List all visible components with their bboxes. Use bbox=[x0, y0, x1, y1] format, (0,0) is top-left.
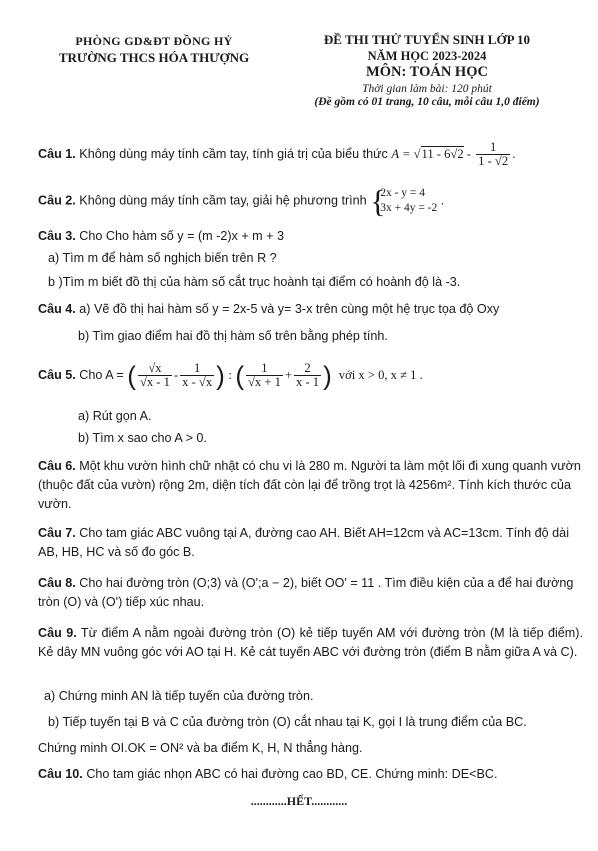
fraction-1 bbox=[138, 362, 172, 389]
equation-system: { 2x - y = 4 3x + 4y = -2 bbox=[370, 183, 438, 219]
frac-num: 1 bbox=[180, 362, 214, 376]
question-label: Câu 2. bbox=[38, 193, 76, 208]
frac-num: 1 bbox=[476, 141, 510, 155]
fraction-4 bbox=[294, 362, 321, 389]
school-name: TRƯỜNG THCS HÓA THƯỢNG bbox=[58, 50, 250, 65]
question-text: Một khu vườn hình chữ nhật có chu vi là 280 m. Người ta làm một lối đi xung quanh vườn (thuộc đất của vườn) rộng 2m, diện tích đất còn lại để trồng trọt là 4256m². Tính kích thước của vườn. bbox=[38, 459, 581, 511]
question-2 bbox=[38, 183, 580, 219]
frac-den: 1 - √2 bbox=[478, 154, 509, 168]
equation-2: 3x + 4y = -2 bbox=[380, 202, 438, 214]
question-label: Câu 3. bbox=[38, 229, 76, 243]
question-text: Không dùng máy tính cầm tay, giải hệ phương trình bbox=[79, 193, 367, 208]
question-text: Cho tam giác ABC vuông tại A, đường cao AH. Biết AH=12cm và AC=13cm. Tính độ dài AB, HB, HC và số đo góc B. bbox=[38, 526, 569, 559]
frac-den: √x - 1 bbox=[139, 375, 170, 390]
end-dot: . bbox=[440, 193, 445, 208]
question-9-a: a) Chứng minh AN là tiếp tuyến của đường tròn. bbox=[44, 689, 314, 703]
expr-fraction bbox=[476, 141, 510, 168]
question-text: Cho Cho hàm số y = (m -2)x + m + 3 bbox=[79, 229, 285, 243]
question-text: Cho hai đường tròn (O;3) và (O';a − 2), biết OO' = 11 . Tìm điều kiện của a để hai đường tròn (O) và (O') tiếp xúc nhau. bbox=[38, 576, 574, 609]
question-3-a: a) Tìm m để hàm số nghịch biến trên R ? bbox=[48, 251, 277, 265]
question-text: Không dùng máy tính cầm tay, tính giá trị của biểu thức bbox=[79, 146, 388, 161]
question-label: Câu 1. bbox=[38, 146, 76, 161]
question-text: Cho tam giác nhọn ABC có hai đường cao BD, CE. Chứng minh: DE<BC. bbox=[86, 767, 498, 781]
fraction-2 bbox=[180, 362, 214, 389]
header-right bbox=[262, 32, 592, 108]
expr-minus: - bbox=[463, 146, 475, 161]
question-3 bbox=[38, 228, 580, 245]
frac-num: 2 bbox=[294, 362, 321, 376]
question-4 bbox=[38, 301, 580, 318]
question-label: Câu 6. bbox=[38, 459, 76, 473]
frac-num: 1 bbox=[246, 362, 283, 376]
header-left bbox=[44, 34, 264, 66]
question-6 bbox=[38, 457, 583, 514]
operator: : bbox=[228, 368, 232, 382]
question-text: Cho A = bbox=[79, 368, 124, 382]
question-label: Câu 5. bbox=[38, 368, 76, 382]
question-9-b: b) Tiếp tuyến tại B và C của đường tròn (O) cắt nhau tại K, gọi I là trung điểm của BC. bbox=[48, 715, 527, 729]
duration: Thời gian làm bài: 120 phút bbox=[362, 83, 492, 95]
end-marker: ............HẾT............ bbox=[250, 794, 348, 808]
question-label: Câu 9. bbox=[38, 626, 77, 640]
question-label: Câu 4. bbox=[38, 302, 76, 316]
frac-den: √x + 1 bbox=[247, 375, 281, 390]
question-5-a: a) Rút gọn A. bbox=[78, 409, 152, 423]
frac-den: x - √x bbox=[182, 375, 213, 390]
frac-num: √x bbox=[138, 362, 172, 376]
exam-title: ĐỀ THI THỬ TUYỂN SINH LỚP 10 bbox=[323, 32, 531, 47]
question-5-b: b) Tìm x sao cho A > 0. bbox=[78, 431, 207, 445]
end-dot: . bbox=[512, 146, 516, 161]
expr-a: A = bbox=[391, 146, 414, 161]
question-5: Câu 5. Cho A = ( $\frac{√x}{√x - 1}$ - $\frac{1}{x - √x}$ ) : ( $\frac{1}{√x + 1}$ + $\frac{2}{x - 1}$ ) với x > 0, x ≠ 1 . bbox=[38, 360, 423, 391]
question-3-b: b )Tìm m biết đồ thị của hàm số cắt trục hoành tại điểm có hoành độ là -3. bbox=[48, 275, 461, 289]
question-label: Câu 7. bbox=[38, 526, 76, 540]
question-text: Từ điểm A nằm ngoài đường tròn (O) kẻ tiếp tuyến AM với đường tròn (M là tiếp điểm). Kẻ dây MN vuông góc với AO tại H. Kẻ cát tuyến ABC với đường tròn (điểm B nằm giữa A và C). bbox=[38, 626, 583, 659]
exam-note: (Đề gồm có 01 trang, 10 câu, mỗi câu 1,0 điểm) bbox=[314, 96, 540, 108]
operator: + bbox=[284, 368, 292, 382]
school-year: NĂM HỌC 2023-2024 bbox=[367, 49, 487, 63]
frac-den: x - 1 bbox=[296, 375, 320, 390]
question-4-b: b) Tìm giao điểm hai đồ thị hàm số trên bằng phép tính. bbox=[78, 329, 388, 343]
expr-root: 11 - 6√2 bbox=[421, 146, 464, 161]
question-8 bbox=[38, 574, 583, 612]
question-10 bbox=[38, 766, 580, 783]
question-7 bbox=[38, 524, 583, 562]
fraction-3 bbox=[246, 362, 283, 389]
subject: MÔN: TOÁN HỌC bbox=[366, 64, 488, 80]
equation-1: 2x - y = 4 bbox=[380, 187, 426, 199]
condition: với x > 0, x ≠ 1 . bbox=[338, 368, 423, 382]
question-4-a: a) Vẽ đồ thị hai hàm số y = 2x-5 và y= 3-x trên cùng một hệ trục tọa độ Oxy bbox=[79, 302, 500, 316]
question-9-b2: Chứng minh OI.OK = ON² và ba điểm K, H, N thẳng hàng. bbox=[38, 741, 363, 755]
department-name: PHÒNG GD&ĐT ĐỒNG HỶ bbox=[75, 34, 233, 48]
question-9 bbox=[38, 624, 583, 662]
operator: - bbox=[173, 368, 179, 382]
question-label: Câu 8. bbox=[38, 576, 76, 590]
question-1: Câu 1. Không dùng máy tính cầm tay, tính giá trị của biểu thức A = √11 - 6√2 - $\frac{1}{1 - √2}$ . bbox=[38, 140, 516, 168]
question-label: Câu 10. bbox=[38, 767, 83, 781]
